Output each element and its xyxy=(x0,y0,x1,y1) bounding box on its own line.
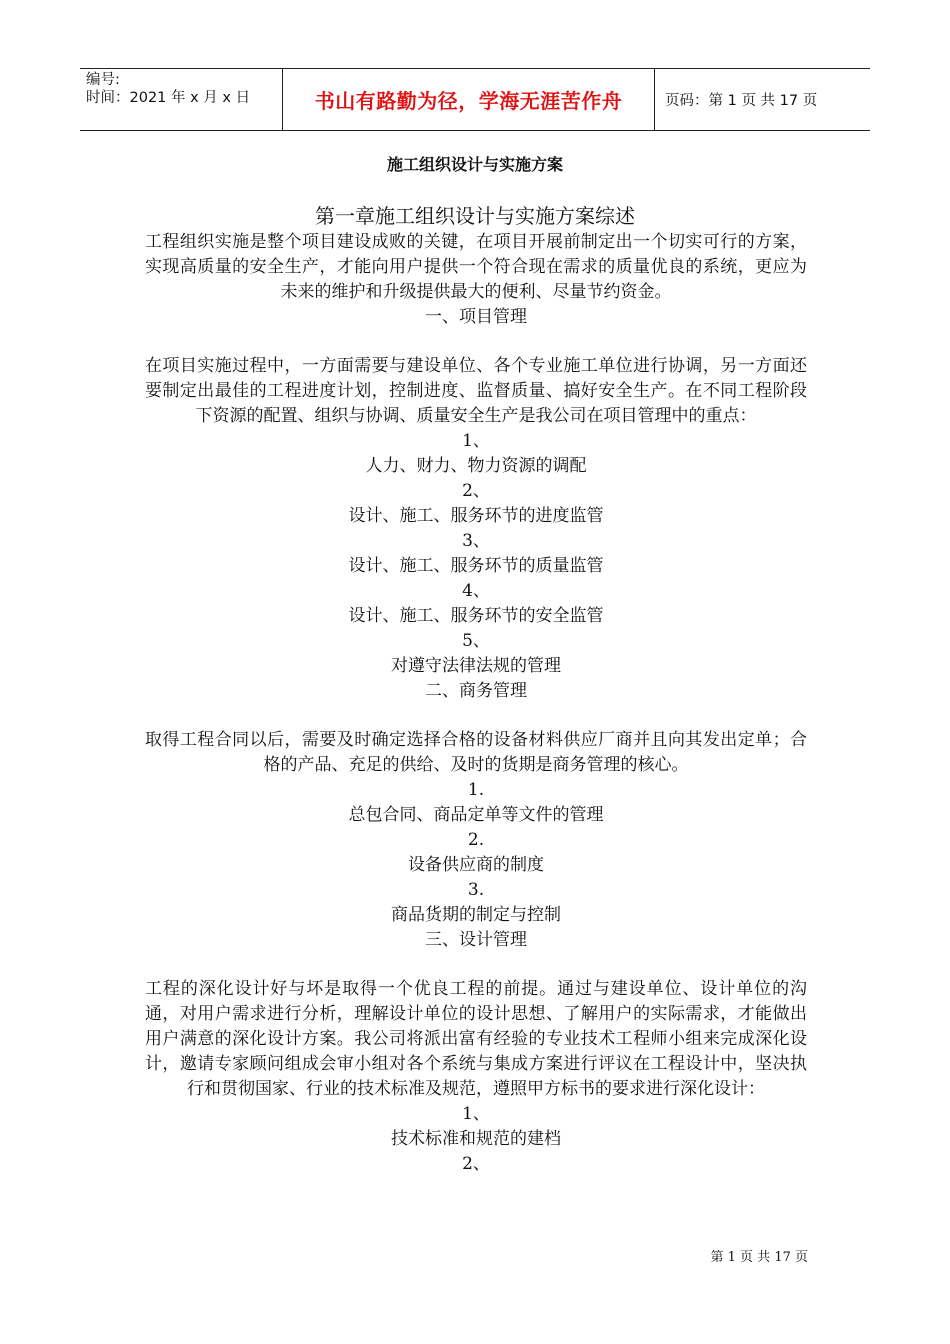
page-header xyxy=(80,68,870,131)
list-item-number: 2. xyxy=(467,830,485,850)
list-item-number: 2、 xyxy=(462,1154,490,1174)
section-paragraph: 在项目实施过程中，一方面需要与建设单位、各个专业施工单位进行协调，另一方面还要制定出最佳的工程进度计划，控制进度、监督质量、搞好安全生产。在不同工程阶段下资源的配置、组织与协调、质量安全生产是我公司在项目管理中的重点： xyxy=(145,356,807,426)
list-item-number: 5、 xyxy=(462,631,490,651)
section-paragraph: 取得工程合同以后，需要及时确定选择合格的设备材料供应厂商并且向其发出定单；合格的产品、充足的供给、及时的货期是商务管理的核心。 xyxy=(145,730,807,775)
list-item: 人力、财力、物力资源的调配 xyxy=(365,456,587,476)
list-item: 设计、施工、服务环节的进度监管 xyxy=(348,506,604,526)
number-label: 编号: xyxy=(86,72,120,88)
list-item-number: 2、 xyxy=(462,481,490,501)
section-paragraph: 工程的深化设计好与坏是取得一个优良工程的前提。通过与建设单位、设计单位的沟通，对用户需求进行分析，理解设计单位的设计思想、了解用户的实际需求，才能做出用户满意的深化设计方案。我公司将派出富有经验的专业技术工程师小组来完成深化设计，邀请专家顾问组成会审小组对各个系统与集成方案进行评议在工程设计中，坚决执行和贯彻国家、行业的技术标准及规范，遵照甲方标书的要求进行深化设计： xyxy=(145,979,807,1099)
document-title: 施工组织设计与实施方案 xyxy=(386,155,563,174)
list-item-number: 1、 xyxy=(462,1104,490,1124)
list-item-number: 4、 xyxy=(462,581,490,601)
list-item: 对遵守法律法规的管理 xyxy=(391,656,561,676)
list-item-number: 3、 xyxy=(462,531,490,551)
list-item: 设备供应商的制度 xyxy=(408,855,544,875)
list-item: 设计、施工、服务环节的质量监管 xyxy=(348,556,604,576)
chapter-title: 第一章施工组织设计与实施方案综述 xyxy=(315,204,635,228)
page-footer: 第 1 页 共 17 页 xyxy=(710,1250,808,1265)
list-item: 设计、施工、服务环节的安全监管 xyxy=(348,606,604,626)
section-heading: 二、商务管理 xyxy=(425,681,527,701)
list-item: 商品货期的制定与控制 xyxy=(391,905,561,925)
header-page-info: 页码：第 1 页 共 17 页 xyxy=(665,93,818,109)
date-label: 时间：2021 年 x 月 x 日 xyxy=(86,90,251,106)
list-item-number: 1、 xyxy=(462,431,490,451)
header-meta xyxy=(80,69,282,130)
list-item-number: 3. xyxy=(467,880,485,900)
header-motto: 书山有路勤为径，学海无涯苦作舟 xyxy=(282,69,655,130)
section-heading: 一、项目管理 xyxy=(425,307,527,327)
document-body xyxy=(145,230,807,1177)
section-heading: 三、设计管理 xyxy=(425,930,527,950)
list-item: 总包合同、商品定单等文件的管理 xyxy=(348,805,604,825)
list-item: 技术标准和规范的建档 xyxy=(391,1129,561,1149)
intro-paragraph: 工程组织实施是整个项目建设成败的关键，在项目开展前制定出一个切实可行的方案，实现高质量的安全生产，才能向用户提供一个符合现在需求的质量优良的系统，更应为未来的维护和升级提供最大的便利、尽量节约资金。 xyxy=(145,232,807,302)
list-item-number: 1. xyxy=(467,780,485,800)
